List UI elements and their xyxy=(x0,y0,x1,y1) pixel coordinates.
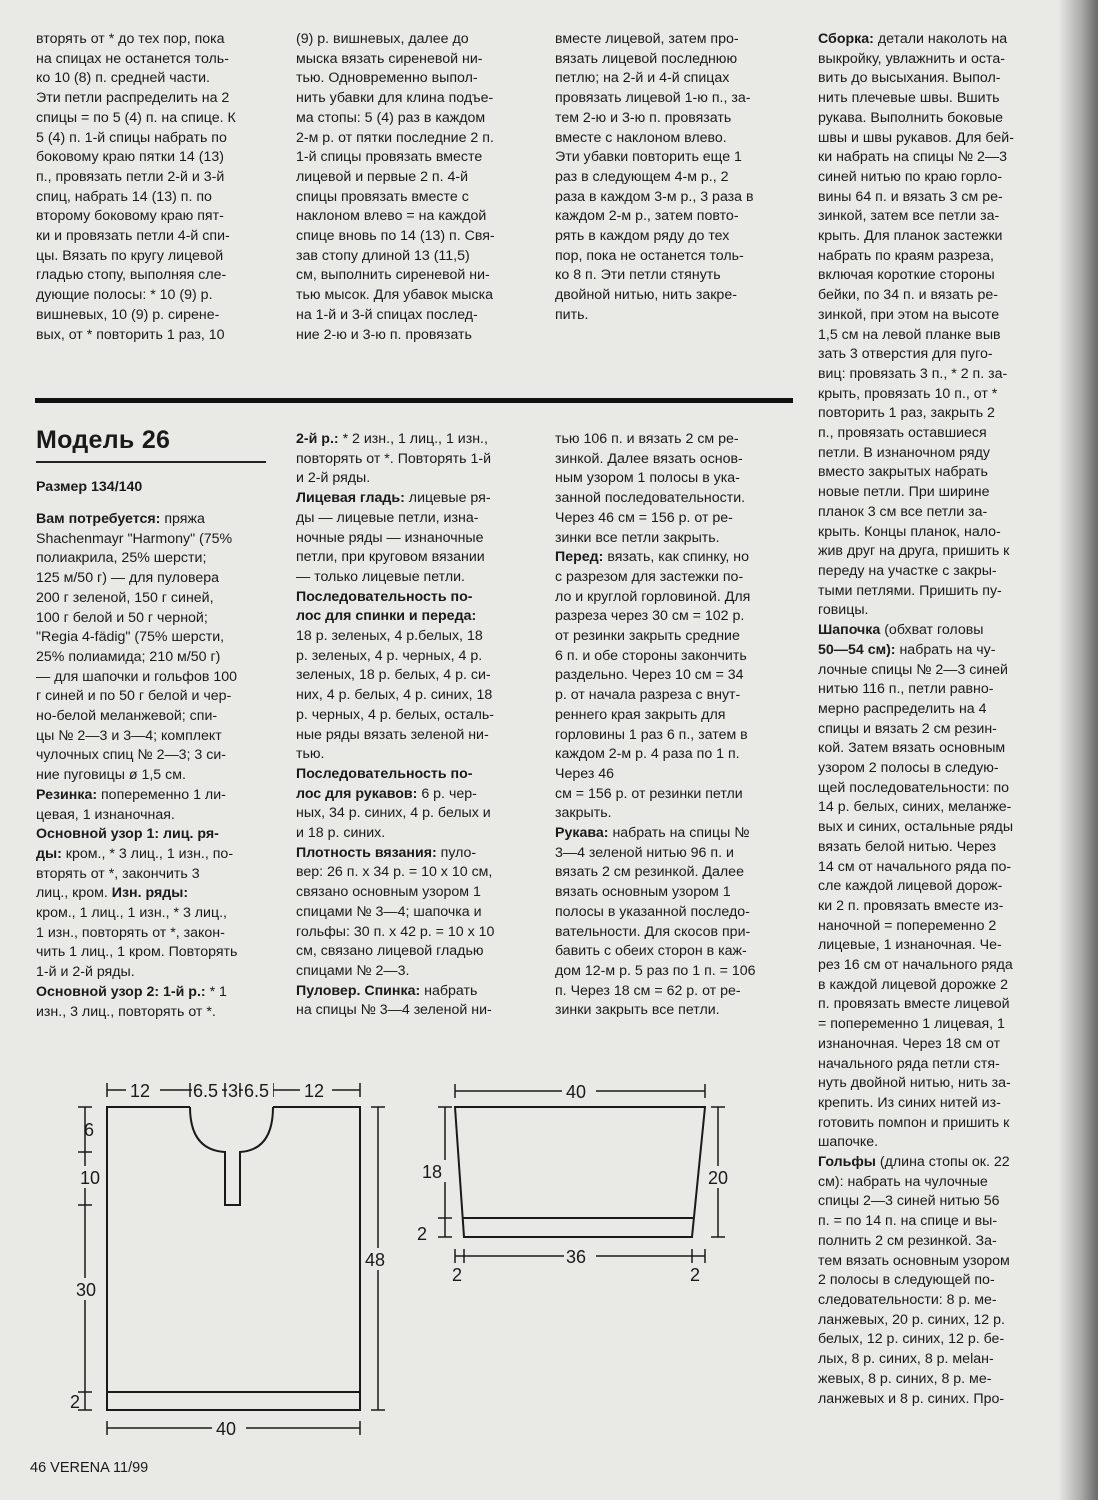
text-line: Эти петли распределить на 2 xyxy=(36,90,230,107)
text-line: ко 8 п. Эти петли стянуть xyxy=(555,267,721,284)
text-line: крыть, провязать 10 п., от * xyxy=(818,385,998,402)
text-line: Лицевая гладь: лицевые ря- xyxy=(296,490,491,507)
text-line: ных, 34 р. синих, 4 р. белых и xyxy=(296,805,491,822)
label-top-6-5-right: 6.5 xyxy=(244,1081,270,1101)
label-left-10: 10 xyxy=(80,1168,101,1188)
text-line: спицы и вязать 2 см резин- xyxy=(818,720,997,737)
text-line: связано основным узором 1 xyxy=(296,884,481,901)
text-line: раза в каждом 3-м р., 3 раза в xyxy=(555,188,754,205)
text-line: 2-й р.: * 2 изн., 1 лиц., 1 изн., xyxy=(296,431,488,447)
text-line: зеленых, 18 р. белых, 4 р. си- xyxy=(296,667,491,684)
text-line: 2 полосы в следующей по- xyxy=(818,1272,995,1289)
text-line: петли. В изнаночном ряду xyxy=(818,444,990,461)
text-line: 1-й и 2-й ряды. xyxy=(36,964,135,981)
text-line: швы и швы рукавов. Для бей- xyxy=(818,129,1014,146)
page-footer: 46 VERENA 11/99 xyxy=(30,1460,149,1476)
body-outline xyxy=(107,1107,360,1410)
text-line: ланжевых, 20 р. синих, 12 р. xyxy=(818,1311,1005,1328)
text-line: см, связано лицевой гладью xyxy=(296,943,484,960)
text-line: вер: 26 п. х 34 р. = 10 х 10 см, xyxy=(296,864,493,881)
label-top-12-left: 12 xyxy=(130,1081,151,1101)
text-line: нитью 116 п., петли равно- xyxy=(818,681,994,698)
text-line: нить плечевые швы. Вшить xyxy=(818,90,1000,107)
text-line: выкройку, увлажнить и оста- xyxy=(818,50,1005,67)
text-line: следовательности: 8 р. ме- xyxy=(818,1292,997,1308)
text-line: тем вязать основным узором xyxy=(818,1252,1010,1269)
text-line: начального ряда петли стя- xyxy=(818,1055,1000,1072)
text-line: узором 2 полосы в следую- xyxy=(818,760,999,777)
text-line: в каждой лицевой дорожке 2 xyxy=(818,976,1008,993)
text-line: 1-й спицы провязать вместе xyxy=(296,149,483,166)
text-line: "Regia 4-fädig" (75% шерсти, xyxy=(36,629,225,646)
text-line: см, выполнить сиреневой ни- xyxy=(296,267,490,284)
text-line: Сборка: детали наколоть на xyxy=(818,31,1008,47)
text-line: вместо закрытых набрать xyxy=(818,464,988,481)
text-line: горловины 1 раз 6 п., затем в xyxy=(555,726,748,743)
text-line: ние 2-ю и 3-ю п. провязать xyxy=(296,326,472,343)
text-line: кой. Затем вязать основным xyxy=(818,740,1006,757)
text-line: каждом 2-м р., затем повто- xyxy=(555,208,739,225)
text-line: — только лицевые петли. xyxy=(296,568,465,585)
text-line: вых и синих, остальные ряды xyxy=(818,819,1014,836)
text-line: изн., 3 лиц., повторять от *. xyxy=(36,1003,216,1020)
text-line: спицы провязать вместе с xyxy=(296,188,469,205)
text-line: ние пуговицы ø 1,5 см. xyxy=(36,767,186,784)
text-line: спице вновь по 14 (13) п. Свя- xyxy=(296,228,495,245)
text-line: 50—54 см): набрать на чу- xyxy=(818,641,996,658)
text-line: набрать по краям разреза, xyxy=(818,247,994,264)
text-line: вязать лицевой последнюю xyxy=(555,50,738,67)
text-line: чулочных спиц № 2—3; 3 си- xyxy=(36,747,227,764)
text-line: лос для спинки и переда: xyxy=(296,608,477,625)
text-line: вины 64 п. и вязать 3 см ре- xyxy=(818,188,1003,205)
label-sleeve-right-20: 20 xyxy=(708,1168,729,1188)
text-line: полосы в указанной последо- xyxy=(555,903,750,920)
text-line: Основной узор 2: 1-й р.: * 1 xyxy=(36,983,227,1000)
text-line: тем 2-ю и 3-ю п. провязать xyxy=(555,109,732,126)
text-line: повторить 1 раз, закрыть 2 xyxy=(818,405,995,422)
text-line: рять в каждом ряду до тех xyxy=(555,228,730,245)
label-sleeve-bottom-2-left: 2 xyxy=(452,1265,463,1285)
text-line: п. провязать вместе лицевой xyxy=(818,996,1010,1013)
text-line: вторять от * до тех пор, пока xyxy=(36,31,225,47)
text-line: каждом 2-м р. 4 раза по 1 п. xyxy=(555,746,740,763)
text-line: мерно распределить на 4 xyxy=(818,700,987,717)
text-line: нить убавки для клина подъе- xyxy=(296,90,494,107)
text-line: зав стопу длиной 13 (11,5) xyxy=(296,247,470,264)
text-line: Перед: вязать, как спинку, но xyxy=(555,549,749,566)
text-line: цевая, 1 изнаночная. xyxy=(36,806,175,823)
text-line: спицы 2—3 синей нитью 56 xyxy=(818,1193,1000,1210)
label-bottom-40: 40 xyxy=(216,1419,237,1439)
text-line: пить. xyxy=(555,306,589,323)
text-line: вязать белой нитью. Через xyxy=(818,838,997,855)
text-line: 5 (4) п. 1-й спицы набрать по xyxy=(36,129,227,146)
text-line: п., провязать оставшиеся xyxy=(818,425,987,442)
text-line: провязать лицевой 1-ю п., за- xyxy=(555,90,751,107)
text-line: гладью стопу, выполняя сле- xyxy=(36,267,227,284)
text-line: белых, 12 р. синих, 12 р. бе- xyxy=(818,1331,1005,1348)
sleeve-schema-labels xyxy=(417,1081,736,1285)
text-line: Основной узор 1: лиц. ря- xyxy=(36,826,219,843)
text-line: спицами № 3—4; шапочка и xyxy=(296,903,482,920)
text-line: ло и круглой горловиной. Для xyxy=(555,588,751,605)
text-line: см): набрать на чулочные xyxy=(818,1173,988,1190)
label-sleeve-left-2: 2 xyxy=(417,1224,428,1244)
text-line: 25% полиамида; 210 м/50 г) xyxy=(36,648,221,665)
text-line: петли, при круговом вязании xyxy=(296,549,485,566)
text-line: дом 12-м р. 5 раз по 1 п. = 106 xyxy=(555,962,756,979)
text-line: ды: кром., * 3 лиц., 1 изн., по- xyxy=(36,845,234,862)
text-line: повторять от *. Повторять 1-й xyxy=(296,450,492,467)
text-line: но-белой меланжевой; спи- xyxy=(36,708,218,725)
text-line: закрыть. xyxy=(555,805,612,822)
text-line: Резинка: попеременно 1 ли- xyxy=(36,786,226,803)
text-line: спицами № 2—3. xyxy=(296,962,410,979)
text-line: говицы. xyxy=(818,602,869,619)
text-line: разреза через 30 см = 102 р. xyxy=(555,608,745,625)
text-line: цы. Вязать по кругу лицевой xyxy=(36,247,224,264)
label-left-6: 6 xyxy=(84,1120,95,1140)
text-line: зинки закрыть все петли. xyxy=(555,1002,720,1019)
text-line: ко 10 (8) п. средней части. xyxy=(36,70,210,87)
text-line: вательности. Для скосов при- xyxy=(555,923,751,940)
text-line: р. черных, 4 р. белых, осталь- xyxy=(296,706,495,723)
text-line: 200 г зеленой, 150 г синей, xyxy=(36,589,214,606)
neckline-curve xyxy=(190,1107,273,1205)
text-line: Эти убавки повторить еще 1 xyxy=(555,149,742,166)
text-line: и 2-й ряды. xyxy=(296,470,371,487)
text-line: ма стопы: 5 (4) раз в каждом xyxy=(296,109,486,126)
text-line: Рукава: набрать на спицы № xyxy=(555,825,750,842)
text-line: жевых, 8 р. синих, 8 р. ме- xyxy=(818,1370,992,1387)
text-line: (9) р. вишневых, далее до xyxy=(296,31,469,47)
text-line: дующие полосы: * 10 (9) р. xyxy=(36,287,213,304)
text-line: зинкой, затем все петли за- xyxy=(818,208,1000,225)
text-line: вых, от * повторить 1 раз, 10 xyxy=(36,326,225,343)
text-line: мыска вязать сиреневой ни- xyxy=(296,50,483,67)
text-line: полиакрила, 25% шерсти; xyxy=(36,550,207,567)
text-line: = попеременно 1 лицевая, 1 xyxy=(818,1016,1005,1033)
text-line: лос для рукавов: 6 р. чер- xyxy=(296,785,477,802)
text-line: см = 156 р. от резинки петли xyxy=(555,785,743,802)
text-line: 100 г белой и 50 г черной; xyxy=(36,609,208,626)
text-line: зинкой, при этом на высоте xyxy=(818,306,1000,323)
text-line: Пуловер. Спинка: набрать xyxy=(296,982,478,999)
text-line: ным узором 1 полосы в ука- xyxy=(555,470,740,487)
text-line: 2-м р. от пятки последние 2 п. xyxy=(296,129,494,146)
text-line: ланжевых и 8 р. синих. Про- xyxy=(818,1390,1005,1407)
text-line: на 1-й и 3-й спицах послед- xyxy=(296,306,478,323)
text-line: вить до высыхания. Выпол- xyxy=(818,70,1001,87)
label-top-12-right: 12 xyxy=(304,1081,325,1101)
text-line: тью. xyxy=(296,746,325,763)
text-line: 14 см от начального ряда по- xyxy=(818,858,1012,875)
text-line: виц: провязать 3 п., * 2 п. за- xyxy=(818,365,1008,382)
text-line: жив друг на друга, пришить к xyxy=(818,543,1010,560)
text-line: включая короткие стороны xyxy=(818,267,995,284)
text-line: ные ряды вязать зеленой ни- xyxy=(296,726,489,743)
text-line: Шапочка (обхват головы xyxy=(818,622,984,639)
text-line: бавить с обеих сторон в каж- xyxy=(555,943,747,960)
text-line: Последовательность по- xyxy=(296,765,473,782)
text-line: от резинки закрыть средние xyxy=(555,628,740,645)
text-line: п. Через 18 см = 62 р. от ре- xyxy=(555,982,741,999)
text-line: тыми петлями. Пришить пу- xyxy=(818,582,1002,599)
text-line: новые петли. При ширине xyxy=(818,484,990,501)
text-line: готовить помпон и пришить к xyxy=(818,1114,1010,1131)
text-line: г синей и по 50 г белой и чер- xyxy=(36,688,232,705)
text-line: кром., 1 лиц., 1 изн., * 3 лиц., xyxy=(36,905,227,922)
text-line: вязать 2 см резинкой. Далее xyxy=(555,864,744,881)
text-line: на спицы № 3—4 зеленой ни- xyxy=(296,1002,492,1019)
text-line: с разрезом для застежки по- xyxy=(555,568,744,585)
text-line: вторять от *, закончить 3 xyxy=(36,865,200,882)
text-line: зинки все петли закрыть. xyxy=(555,529,720,546)
body-schema-labels xyxy=(70,1080,392,1440)
text-line: 1,5 см на левой планке выв xyxy=(818,326,1001,343)
text-line: рукава. Выполнить боковые xyxy=(818,109,1004,126)
text-line: ночные ряды — изнаночные xyxy=(296,529,484,546)
text-line: и 18 р. синих. xyxy=(296,825,386,842)
text-line: двойной нитью, нить закре- xyxy=(555,287,737,304)
label-sleeve-top-40: 40 xyxy=(566,1082,587,1102)
text-line: 3—4 зеленой нитью 96 п. и xyxy=(555,844,734,861)
text-line: реннего края закрыть для xyxy=(555,706,726,723)
text-line: цы № 2—3 и 3—4; комплект xyxy=(36,727,222,744)
sleeve-schema xyxy=(438,1084,725,1263)
text-line: Вам потребуется: пряжа xyxy=(36,511,205,527)
text-line: 18 р. зеленых, 4 р.белых, 18 xyxy=(296,628,483,645)
label-top-6-5-left: 6.5 xyxy=(193,1081,219,1101)
text-line: лицевой и первые 2 п. 4-й xyxy=(296,168,469,185)
text-line: петлю; на 2-й и 4-й спицах xyxy=(555,70,730,87)
text-line: бейки, по 34 п. и вязать ре- xyxy=(818,287,998,304)
text-line: 6 п. и обе стороны закончить xyxy=(555,647,747,664)
label-sleeve-bottom-36: 36 xyxy=(566,1247,587,1267)
text-line: шапочке. xyxy=(818,1134,879,1151)
label-left-2: 2 xyxy=(70,1392,81,1412)
text-line: лочные спицы № 2—3 синей xyxy=(818,661,1008,678)
text-line: ки набрать на спицы № 2—3 xyxy=(818,149,1007,166)
text-line: 14 р. белых, синих, меланже- xyxy=(818,799,1012,816)
text-line: второму боковому краю пят- xyxy=(36,208,224,225)
text-line: вместе лицевой, затем про- xyxy=(555,31,739,47)
label-right-48: 48 xyxy=(365,1250,386,1270)
text-line: спицы = по 5 (4) п. на спице. К xyxy=(36,109,236,126)
text-line: вишневых, 10 (9) р. сирене- xyxy=(36,306,220,323)
text-line: лицевые, 1 изнаночная. Че- xyxy=(818,937,1002,954)
text-line: п. = по 14 п. на спице и вы- xyxy=(818,1213,998,1230)
text-line: нуть двойной нитью, нить за- xyxy=(818,1075,1011,1092)
text-line: р. от начала разреза с внут- xyxy=(555,687,741,704)
text-line: занной последовательности. xyxy=(555,490,746,507)
text-line: Shachenmayr "Harmony" (75% xyxy=(36,530,233,547)
text-line: тью. Одновременно выпол- xyxy=(296,70,478,87)
text-line: крыть. Для планок застежки xyxy=(818,228,1003,245)
text-line: спиц, набрать 14 (13) п. по xyxy=(36,188,212,205)
label-sleeve-bottom-2-right: 2 xyxy=(690,1265,701,1285)
model-title: Модель 26 xyxy=(36,426,171,454)
model-size: Размер 134/140 xyxy=(36,479,143,495)
text-line: раздельно. Через 10 см = 34 xyxy=(555,667,744,684)
text-line: переду на участке с закры- xyxy=(818,562,997,579)
text-line: рез 16 см от начального ряда xyxy=(818,957,1013,974)
text-line: гольфы: 30 п. х 42 р. = 10 х 10 xyxy=(296,923,495,940)
text-line: синей нитью по краю горло- xyxy=(818,168,1003,185)
text-line: 1 изн., повторять от *, закон- xyxy=(36,924,225,941)
label-top-3: 3 xyxy=(228,1081,239,1101)
text-line: вязать основным узором 1 xyxy=(555,884,731,901)
text-line: сле каждой лицевой дорож- xyxy=(818,878,1003,895)
text-line: на спицах не останется толь- xyxy=(36,50,229,67)
text-line: ды — лицевые петли, изна- xyxy=(296,509,479,526)
text-line: тью мысок. Для убавок мыска xyxy=(296,287,493,304)
text-line: Плотность вязания: пуло- xyxy=(296,844,477,861)
text-line: боковому краю пятки 14 (13) xyxy=(36,149,224,166)
text-line: наклоном влево = на каждой xyxy=(296,208,487,225)
text-line: зинкой. Далее вязать основ- xyxy=(555,450,743,467)
text-line: пор, пока не останется толь- xyxy=(555,247,744,264)
text-line: Через 46 xyxy=(555,765,615,782)
text-line: 125 м/50 г) — для пуловера xyxy=(36,570,220,587)
text-line: п., провязать петли 2-й и 3-й xyxy=(36,168,225,185)
text-line: полнить 2 см резинкой. За- xyxy=(818,1232,997,1249)
text-line: — для шапочки и гольфов 100 xyxy=(36,668,238,685)
text-line: крепить. Из синих нитей из- xyxy=(818,1094,1001,1111)
text-line: р. зеленых, 4 р. черных, 4 р. xyxy=(296,647,483,664)
text-line: наночной = попеременно 2 xyxy=(818,917,997,934)
text-line: Гольфы (длина стопы ок. 22 xyxy=(818,1154,1010,1171)
label-sleeve-left-18: 18 xyxy=(422,1162,443,1182)
label-left-30: 30 xyxy=(76,1280,97,1300)
text-line: них, 4 р. белых, 4 р. синих, 18 xyxy=(296,687,493,704)
text-line: лых, 8 р. синих, 8 р. меlан- xyxy=(818,1351,994,1368)
text-line: щей последовательности: по xyxy=(818,779,1010,796)
text-line: чить 1 лиц., 1 кром. Повторять xyxy=(36,944,238,961)
text-line: крыть. Концы планок, нало- xyxy=(818,523,1001,540)
text-line: раз в следующем 4-м р., 2 xyxy=(555,168,729,185)
text-line: тью 106 п. и вязать 2 см ре- xyxy=(555,431,739,447)
text-line: Последовательность по- xyxy=(296,588,473,605)
text-line: вместе с наклоном влево. xyxy=(555,129,727,146)
text-line: планок 3 см все петли за- xyxy=(818,503,988,520)
text-line: зать 3 отверстия для пуго- xyxy=(818,346,993,363)
text-line: ки 2 п. провязать вместе из- xyxy=(818,897,1004,914)
text-line: изнаночная. Через 18 см от xyxy=(818,1035,1001,1052)
body-schema xyxy=(78,1083,385,1435)
text-line: Через 46 см = 156 р. от ре- xyxy=(555,509,733,526)
text-line: ки и провязать петли 4-й спи- xyxy=(36,228,230,245)
text-line: лиц., кром. Изн. ряды: xyxy=(36,885,189,902)
